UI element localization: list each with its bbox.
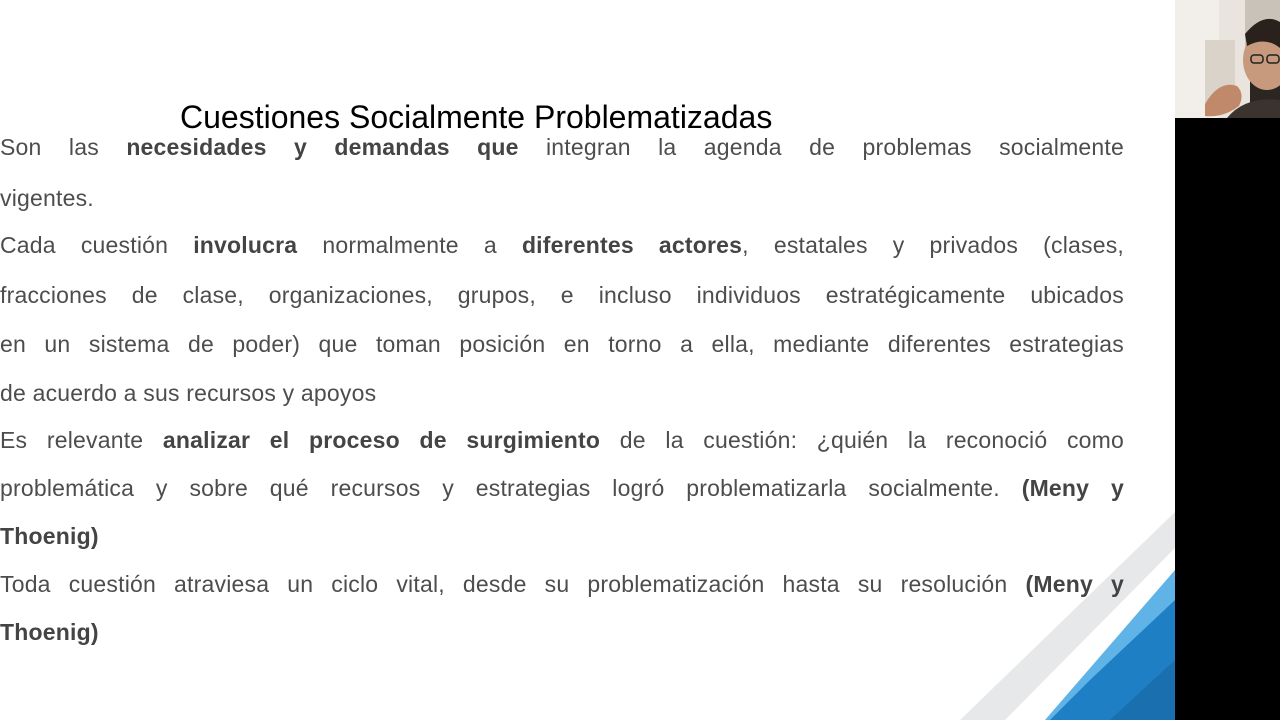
paragraph-line bbox=[0, 464, 1124, 512]
paragraph-line bbox=[0, 416, 1124, 464]
paragraph-line: de acuerdo a sus recursos y apoyos bbox=[0, 380, 377, 406]
slide-title: Cuestiones Socialmente Problematizadas bbox=[180, 99, 773, 135]
webcam-feed[interactable] bbox=[1175, 0, 1280, 118]
paragraph-emergence bbox=[0, 416, 1124, 560]
bold-text: necesidades y demandas que bbox=[126, 134, 519, 160]
citation: (Meny y bbox=[1025, 571, 1124, 597]
person-video-icon bbox=[1175, 0, 1280, 118]
text-run: Cada cuestión bbox=[0, 232, 169, 258]
text-run: problemática y sobre qué recursos y estrategias logró problematizarla socialmente. bbox=[0, 475, 1000, 501]
citation: (Meny y bbox=[1021, 475, 1124, 501]
text-run: , estatales y privados (clases, bbox=[742, 232, 1124, 258]
paragraph-line: en un sistema de poder) que toman posición en torno a ella, mediante diferentes estrategias bbox=[0, 331, 1124, 357]
paragraph-life-cycle bbox=[0, 560, 1124, 656]
paragraph-line bbox=[0, 608, 1124, 656]
bold-text: involucra bbox=[193, 232, 298, 258]
text-run: normalmente a bbox=[322, 232, 497, 258]
text-run: integran la agenda de problemas socialmente bbox=[546, 134, 1124, 160]
text-run: de la cuestión: ¿quién la reconoció como bbox=[619, 427, 1125, 453]
bold-text: diferentes actores bbox=[521, 232, 743, 258]
paragraph-line: vigentes. bbox=[0, 185, 94, 211]
paragraph-line bbox=[0, 220, 1124, 271]
text-run: Son las bbox=[0, 134, 99, 160]
citation: Thoenig) bbox=[0, 523, 99, 549]
paragraph-line bbox=[0, 512, 1124, 560]
bold-text: analizar el proceso de surgimiento bbox=[162, 427, 601, 453]
paragraph-definition bbox=[0, 122, 1124, 224]
paragraph-line: fracciones de clase, organizaciones, grupos, e incluso individuos estratégicamente ubicados bbox=[0, 282, 1124, 308]
paragraph-line bbox=[0, 560, 1124, 608]
text-run: Toda cuestión atraviesa un ciclo vital, desde su problematización hasta su resolución bbox=[0, 571, 1008, 597]
paragraph-line bbox=[0, 122, 1124, 173]
citation: Thoenig) bbox=[0, 619, 99, 645]
paragraph-actors bbox=[0, 220, 1124, 418]
text-run: Es relevante bbox=[0, 427, 144, 453]
